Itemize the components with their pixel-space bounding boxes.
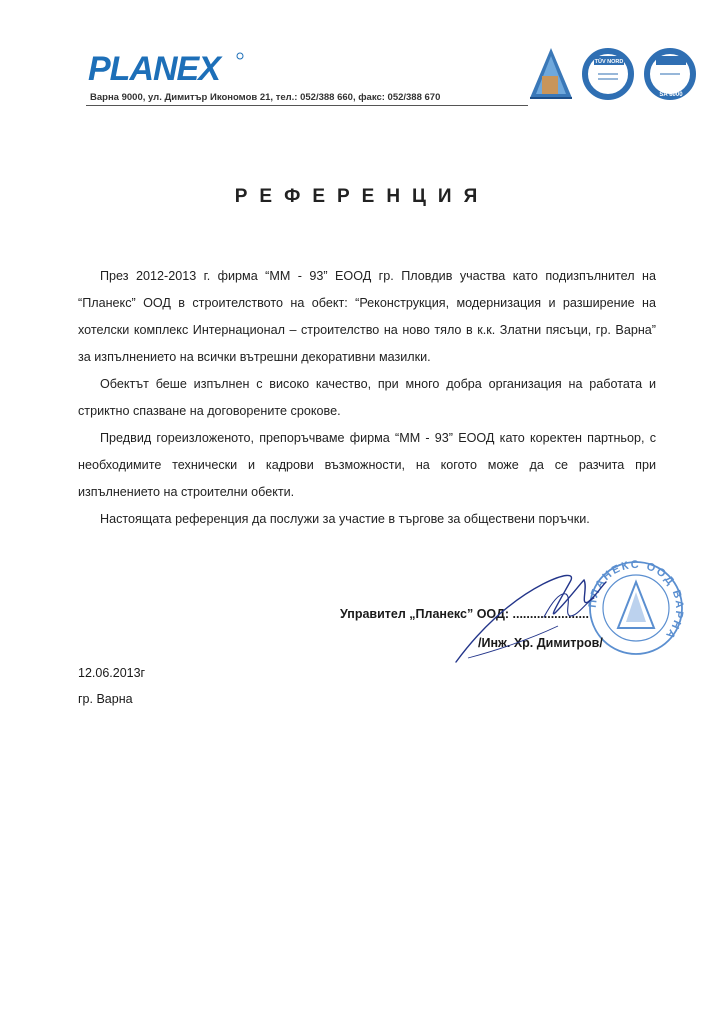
letter-body bbox=[78, 263, 656, 533]
paragraph: Настоящата референция да послужи за участие в търгове за обществени поръчки. bbox=[100, 512, 590, 526]
company-address: Варна 9000, ул. Димитър Икономов 21, тел.: 052/388 660, факс: 052/388 670 bbox=[90, 92, 441, 103]
svg-text:SA 8000: SA 8000 bbox=[659, 92, 683, 98]
triangle-logo-icon bbox=[526, 46, 576, 102]
tuv-nord-cert-icon bbox=[582, 46, 634, 102]
manager-name: /Инж. Хр. Димитров/ bbox=[478, 636, 603, 650]
svg-text:PLANEX: PLANEX bbox=[88, 50, 220, 86]
sa8000-cert-icon bbox=[644, 46, 696, 102]
paragraph: През 2012-2013 г. фирма “ММ - 93” ЕООД гр. Пловдив участва като подизпълнител на “Планекс” ООД в строителството на обект: “Реконструкция, модернизация и разширение на хотелски комплекс Интернационал – строителство на ново тяло в к.к. Златни пясъци, гр. Варна” за изпълнението на всички вътрешни декоративни мазилки. bbox=[78, 269, 656, 364]
document-date: 12.06.2013г bbox=[78, 666, 146, 680]
handwritten-signature bbox=[448, 562, 618, 672]
header-divider bbox=[86, 105, 528, 106]
svg-text:TÜV NORD: TÜV NORD bbox=[594, 59, 624, 65]
paragraph: Предвид гореизложеното, препоръчваме фирма “ММ - 93” ЕООД като коректен партньор, с необходимите технически и кадрови възможности, на когото може да се разчита при изпълнението на строителни обекти. bbox=[78, 431, 656, 499]
document-city: гр. Варна bbox=[78, 692, 133, 706]
document-title: РЕФЕРЕНЦИЯ bbox=[234, 186, 490, 207]
manager-signature-line: Управител „Планекс” ООД: ...................... bbox=[340, 607, 589, 621]
planex-logo bbox=[86, 50, 246, 86]
paragraph: Обектът беше изпълнен с високо качество, при много добра организация на работата и стриктно спазване на договорените срокове. bbox=[78, 377, 656, 418]
svg-text:ПЛАНЕКС ООД ВАРНА: ПЛАНЕКС ООД ВАРНА bbox=[586, 558, 686, 643]
